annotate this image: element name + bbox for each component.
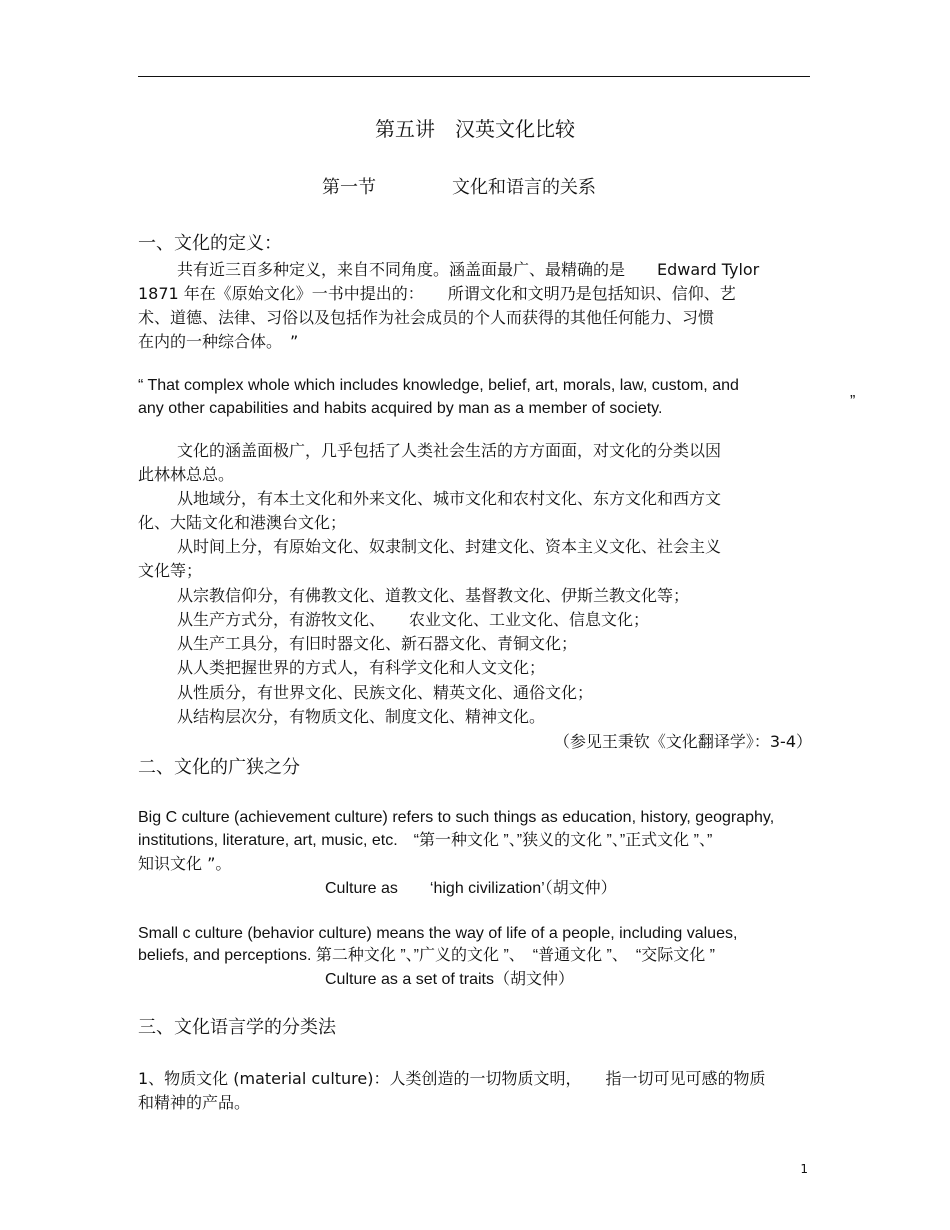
lecture-title: 第五讲 汉英文化比较 — [375, 117, 575, 141]
quote-close-mark: ” — [850, 393, 856, 410]
classification-line: 从结构层次分，有物质文化、制度文化、精神文化。 — [177, 707, 546, 726]
bigc-line: 知识文化 ”。 — [138, 854, 232, 873]
quote-line: any other capabilities and habits acquired by man as a member of society. — [138, 400, 663, 417]
heading-definition: 一、文化的定义： — [138, 233, 282, 254]
paragraph-line: 1871 年在《原始文化》一书中提出的： 所谓文化和文明乃是包括知识、信仰、艺 — [138, 284, 736, 303]
item-line: 1、物质文化 (material culture)：人类创造的一切物质文明， 指一切可见可感的物质 — [138, 1069, 766, 1088]
smallc-line: Small c culture (behavior culture) means the way of life of a people, including values, — [138, 925, 738, 942]
classification-line: 从时间上分，有原始文化、奴隶制文化、封建文化、资本主义文化、社会主义 — [177, 537, 722, 556]
bigc-line: Big C culture (achievement culture) refers to such things as education, history, geography, — [138, 809, 775, 826]
smallc-definition: Culture as a set of traits（胡文仲） — [325, 971, 574, 988]
classification-line: 从生产方式分，有游牧文化、 农业文化、工业文化、信息文化； — [177, 610, 650, 629]
paragraph-line: 在内的一种综合体。 ” — [138, 332, 299, 351]
paragraph-line: 术、道德、法律、习俗以及包括作为社会成员的个人而获得的其他任何能力、习惯 — [138, 308, 715, 327]
paragraph-line: 共有近三百多种定义，来自不同角度。涵盖面最广、最精确的是 Edward Tylor — [177, 260, 760, 279]
classification-line: 从宗教信仰分，有佛教文化、道教文化、基督教文化、伊斯兰教文化等； — [177, 586, 690, 605]
header-rule — [138, 76, 810, 77]
quote-line: “ That complex whole which includes knowledge, belief, art, morals, law, custom, and — [138, 377, 739, 394]
page-number: 1 — [800, 1162, 808, 1176]
bigc-line: institutions, literature, art, music, etc. “第一种文化 ”、”狭义的文化 ”、”正式文化 ”、” — [138, 832, 713, 849]
smallc-line: beliefs, and perceptions. 第二种文化 ”、”广义的文化 ”、 “普通文化 ”、 “交际文化 ” — [138, 947, 715, 964]
section-title: 文化和语言的关系 — [452, 177, 596, 198]
classification-line: 从地域分，有本土文化和外来文化、城市文化和农村文化、东方文化和西方文 — [177, 489, 722, 508]
item-line: 和精神的产品。 — [138, 1093, 251, 1112]
heading-broad-narrow: 二、文化的广狭之分 — [138, 757, 300, 778]
classification-line: 从人类把握世界的方式人，有科学文化和人文文化； — [177, 658, 546, 677]
classification-line: 从生产工具分，有旧时器文化、新石器文化、青铜文化； — [177, 634, 578, 653]
reference-citation: （参见王秉钦《文化翻译学》：3-4） — [553, 732, 812, 751]
paragraph-line: 文化的涵盖面极广，几乎包括了人类社会生活的方方面面，对文化的分类以因 — [177, 441, 722, 460]
classification-line: 文化等； — [138, 561, 203, 580]
paragraph-line: 此林林总总。 — [138, 465, 235, 484]
heading-classification: 三、文化语言学的分类法 — [138, 1017, 336, 1038]
section-number: 第一节 — [322, 177, 376, 198]
bigc-definition: Culture as ‘high civilization’（胡文仲） — [325, 880, 617, 897]
classification-line: 从性质分，有世界文化、民族文化、精英文化、通俗文化； — [177, 683, 594, 702]
classification-line: 化、大陆文化和港澳台文化； — [138, 513, 347, 532]
